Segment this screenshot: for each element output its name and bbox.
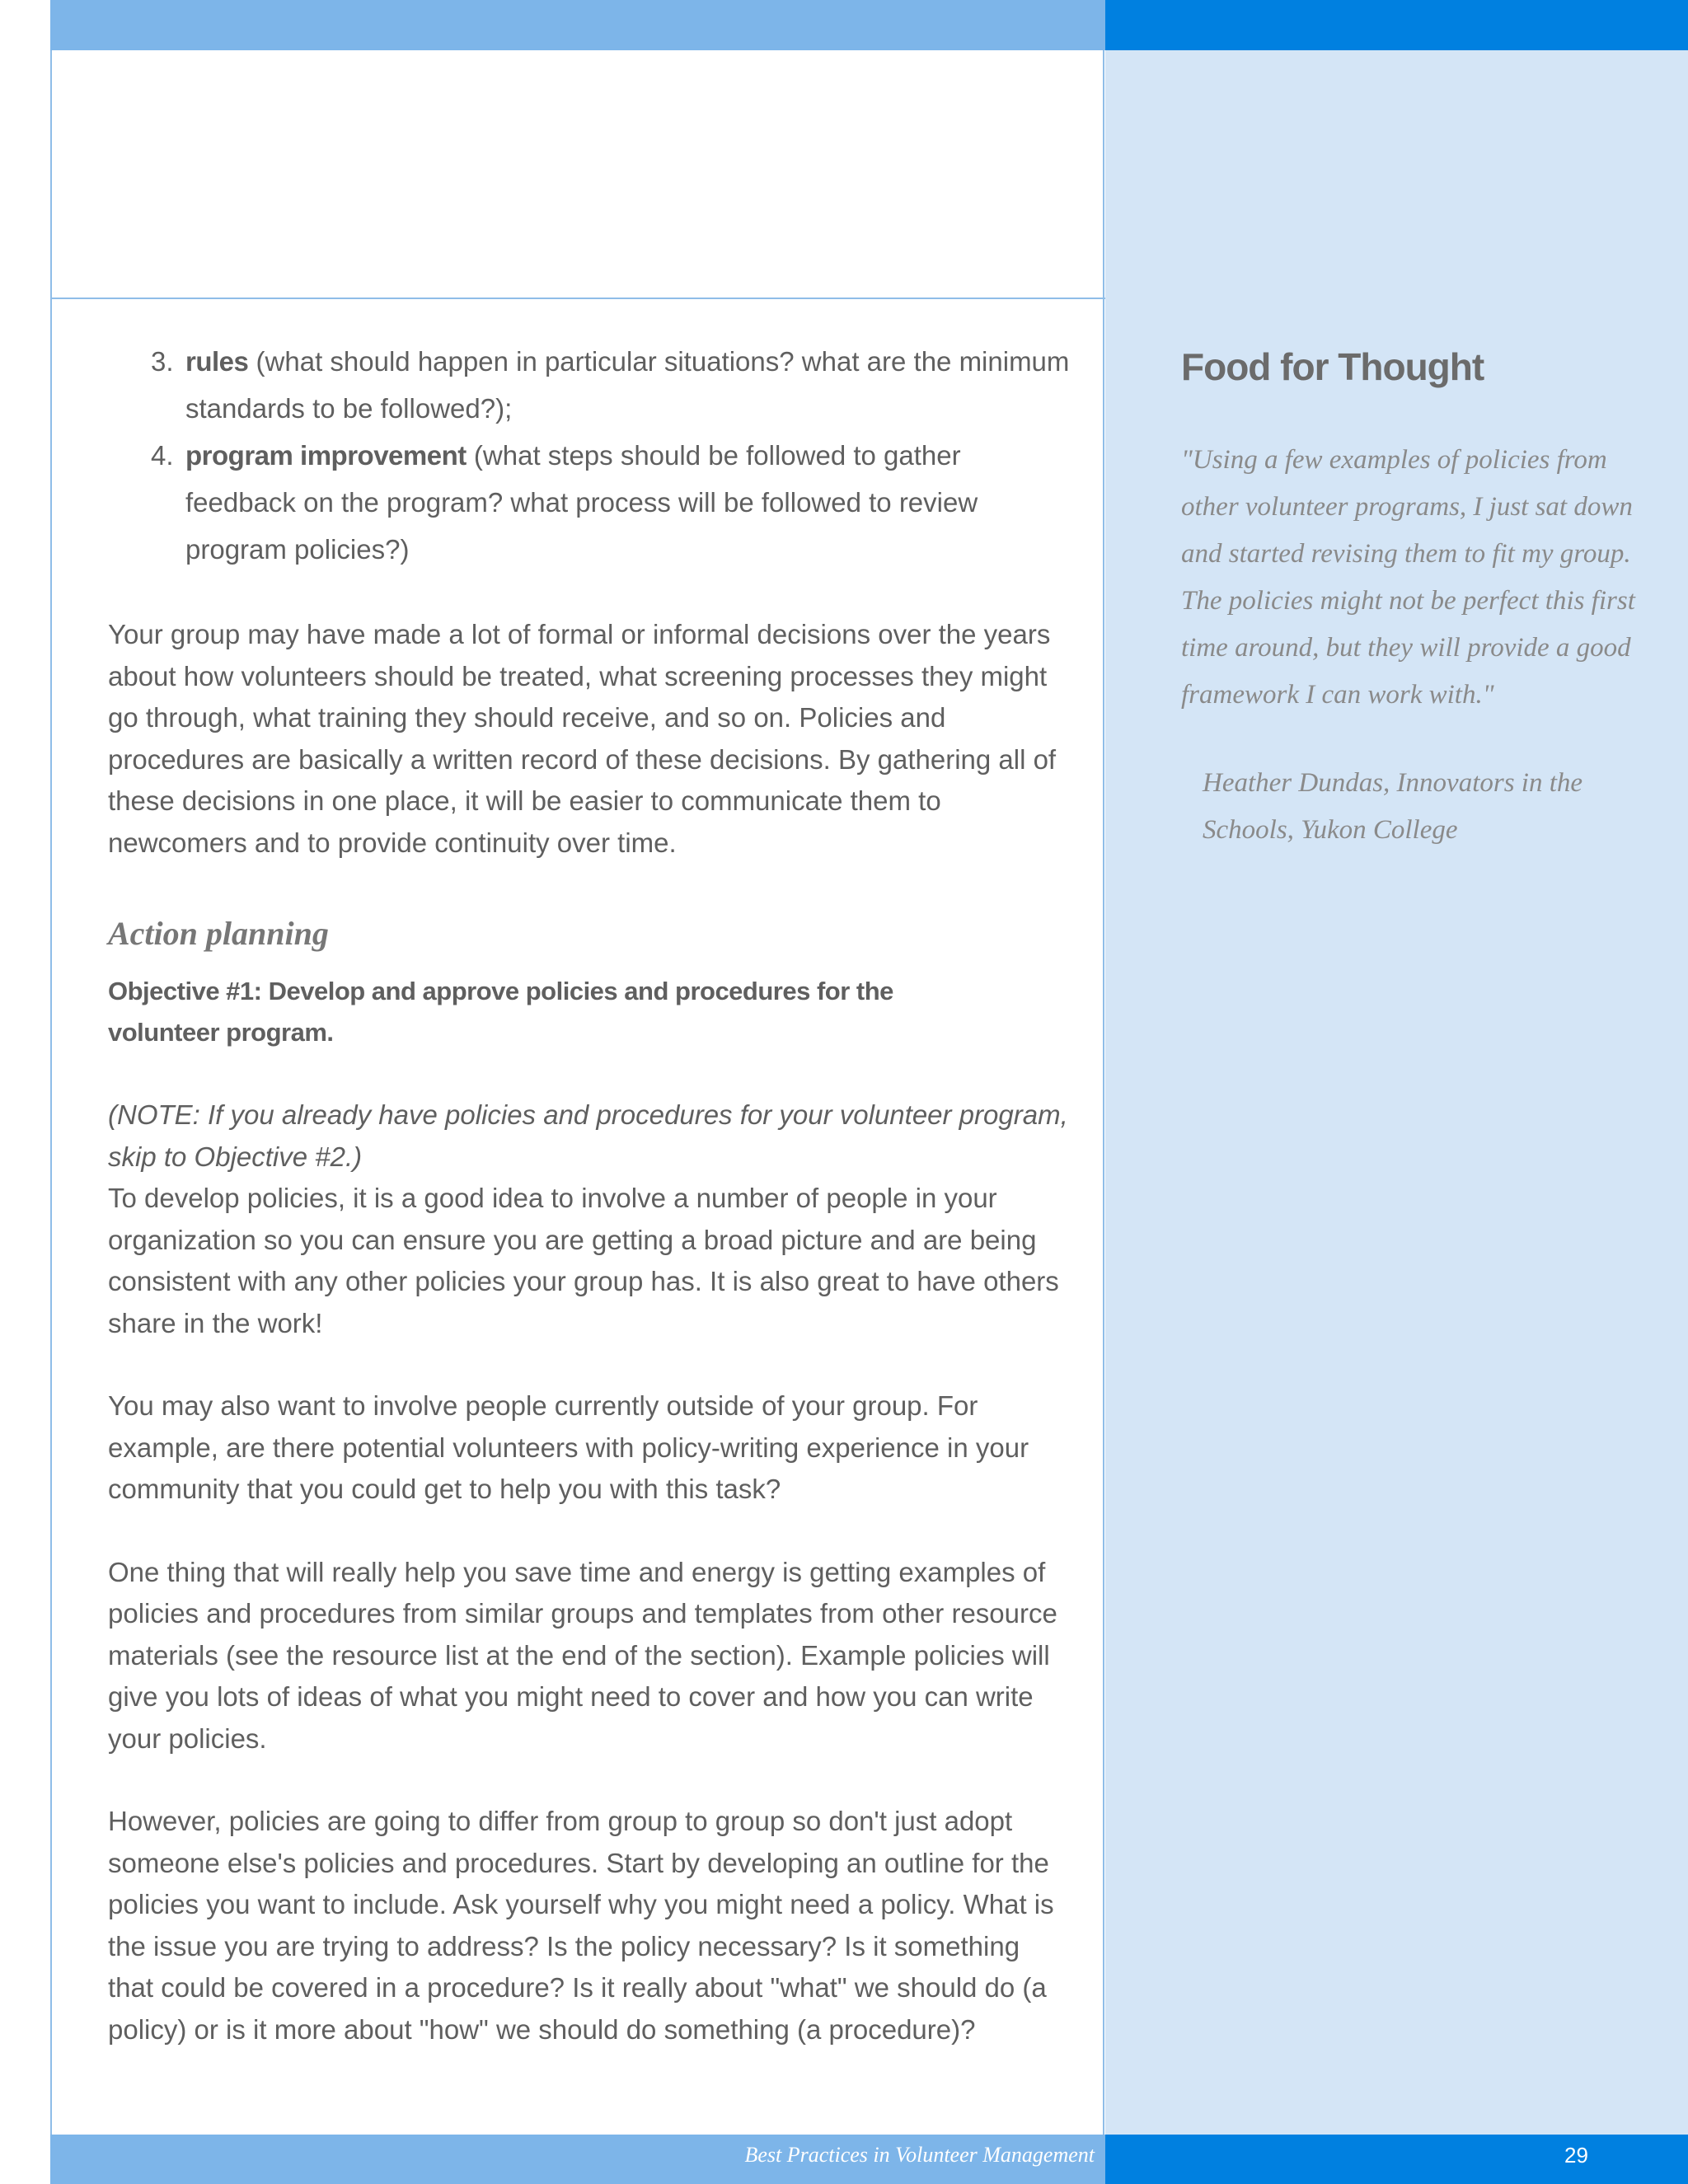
sidebar-content: [1181, 338, 1643, 854]
page-number: 29: [1564, 2143, 1588, 2168]
footer-title: Best Practices in Volunteer Management: [744, 2143, 1095, 2167]
list-item-term: program improvement: [185, 440, 467, 471]
list-item: [108, 432, 1072, 573]
numbered-list: [108, 338, 1072, 573]
footer-bar-right: [1105, 2135, 1688, 2184]
body-paragraph: To develop policies, it is a good idea to involve a number of people in your organization so you can ensure you are getting a broad picture and are being consistent with any other policies your group has. It is also great to have others share in the work!: [108, 1183, 1059, 1338]
sidebar-attribution: Heather Dundas, Innovators in the Schools, Yukon College: [1203, 768, 1583, 845]
objective-heading: Objective #1: Develop and approve policies and procedures for the volunteer program.: [108, 977, 893, 1047]
sidebar-quote: "Using a few examples of policies from other volunteer programs, I just sat down and started revising them to fit my group. The policies might not be perfect this first time around, but they will provide a good framework I can work with.": [1181, 445, 1635, 710]
header-rule: [50, 298, 1105, 299]
body-paragraph: You may also want to involve people currently outside of your group. For example, are there potential volunteers with policy-writing experience in your community that you could get to help you with this task?: [108, 1390, 1029, 1504]
sidebar-title: Food for Thought: [1181, 345, 1484, 388]
list-item: [108, 338, 1072, 432]
list-item-number: 3.: [151, 346, 174, 377]
note-text: (NOTE: If you already have policies and procedures for your volunteer program, skip to Objective #2.): [108, 1099, 1068, 1172]
list-item-number: 4.: [151, 440, 174, 471]
body-paragraph: However, policies are going to differ from group to group so don't just adopt someone else's policies and procedures. Start by developing an outline for the policies you want to include. Ask yourself why you might need a policy. What is the issue you are trying to address? Is the policy necessary? Is it something that could be covered in a procedure? Is it really about "what" we should do (a policy) or is it more about "how" we should do something (a procedure)?: [108, 1806, 1054, 2045]
list-item-text: (what should happen in particular situations? what are the minimum standards to be followed?);: [185, 346, 1070, 424]
main-content: [108, 338, 1072, 2050]
top-bar-right: [1105, 0, 1688, 50]
body-paragraph: One thing that will really help you save time and energy is getting examples of policies and procedures from similar groups and templates from other resource materials (see the resource list at the end of the section). Example policies will give you lots of ideas of what you might need to cover and how you can write your policies.: [108, 1556, 1057, 1754]
list-item-term: rules: [185, 346, 249, 377]
top-bar-left: [50, 0, 1105, 50]
list-item-text: (what steps should be followed to gather feedback on the program? what process will be followed to review program policies?): [185, 440, 978, 565]
intro-paragraph: Your group may have made a lot of formal or informal decisions over the years about how volunteers should be treated, what screening processes they might go through, what training they should receive, and so on. Policies and procedures are basically a written record of these decisions. By gathering all of these decisions in one place, it will be easier to communicate them to newcomers and to provide continuity over time.: [108, 619, 1057, 858]
section-heading: Action planning: [108, 915, 329, 952]
